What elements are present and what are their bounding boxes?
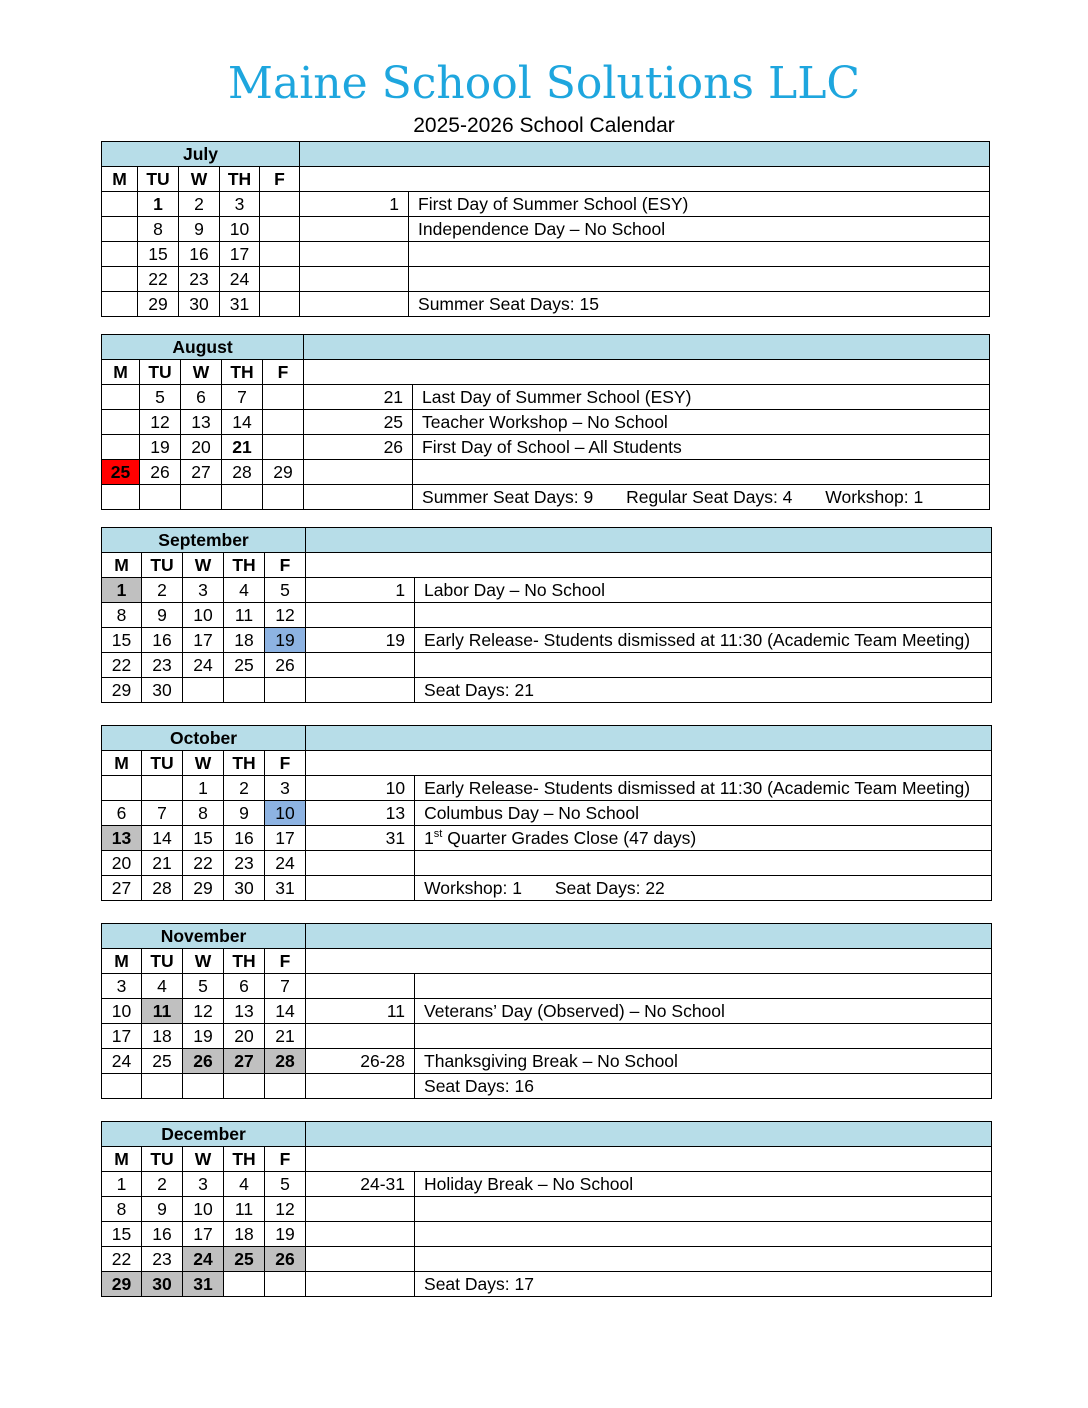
week-row [102, 603, 992, 628]
weekday-header: F [263, 360, 304, 385]
day-cell: 4 [224, 578, 265, 603]
day-cell: 31 [220, 292, 260, 317]
day-cell: 24 [265, 851, 306, 876]
event-note: Early Release- Students dismissed at 11:30 (Academic Team Meeting) [415, 628, 992, 653]
day-cell: 10 [265, 801, 306, 826]
week-row [102, 826, 992, 851]
event-date: 1 [306, 578, 415, 603]
day-cell: 19 [140, 435, 181, 460]
day-cell [263, 385, 304, 410]
day-cell: 2 [142, 578, 183, 603]
event-note: Last Day of Summer School (ESY) [413, 385, 990, 410]
day-cell [102, 1074, 142, 1099]
week-row [102, 292, 990, 317]
day-cell [102, 385, 140, 410]
month-name: September [102, 528, 306, 553]
day-cell: 29 [138, 292, 179, 317]
month-table-july [101, 141, 990, 317]
day-cell [260, 217, 300, 242]
event-note: Columbus Day – No School [415, 801, 992, 826]
event-date [306, 1197, 415, 1222]
event-note [415, 1024, 992, 1049]
month-name: July [102, 142, 300, 167]
day-cell: 5 [265, 578, 306, 603]
day-cell: 22 [183, 851, 224, 876]
day-cell: 15 [183, 826, 224, 851]
event-date [300, 242, 409, 267]
day-cell: 9 [179, 217, 220, 242]
week-row [102, 485, 990, 510]
day-cell: 3 [265, 776, 306, 801]
day-cell: 2 [179, 192, 220, 217]
event-note: Veterans’ Day (Observed) – No School [415, 999, 992, 1024]
day-cell: 8 [102, 1197, 142, 1222]
day-cell: 9 [224, 801, 265, 826]
day-cell: 26 [265, 653, 306, 678]
day-cell: 25 [224, 653, 265, 678]
event-note: Seat Days: 17 [415, 1272, 992, 1297]
weekday-header: TU [142, 751, 183, 776]
week-row [102, 1024, 992, 1049]
day-cell: 11 [224, 1197, 265, 1222]
week-row [102, 801, 992, 826]
day-cell [263, 485, 304, 510]
event-note [413, 485, 990, 510]
day-cell [263, 435, 304, 460]
week-row [102, 851, 992, 876]
day-cell: 14 [222, 410, 263, 435]
day-cell [183, 1074, 224, 1099]
day-cell: 3 [102, 974, 142, 999]
day-cell: 10 [220, 217, 260, 242]
day-cell: 2 [224, 776, 265, 801]
weekday-header: W [183, 751, 224, 776]
day-cell: 25 [142, 1049, 183, 1074]
day-cell [224, 1272, 265, 1297]
weekday-header: M [102, 1147, 142, 1172]
event-note: Early Release- Students dismissed at 11:30 (Academic Team Meeting) [415, 776, 992, 801]
weekday-header: M [102, 167, 138, 192]
week-row [102, 653, 992, 678]
day-cell: 17 [220, 242, 260, 267]
event-note: Seat Days: 21 [415, 678, 992, 703]
month-table-september [101, 527, 992, 703]
day-cell: 27 [181, 460, 222, 485]
week-row [102, 1222, 992, 1247]
weekday-header: M [102, 949, 142, 974]
day-cell [183, 678, 224, 703]
week-row [102, 1049, 992, 1074]
event-date [306, 603, 415, 628]
event-date [306, 974, 415, 999]
day-cell [265, 678, 306, 703]
day-cell [102, 192, 138, 217]
weekday-header: TU [138, 167, 179, 192]
day-cell: 18 [224, 1222, 265, 1247]
day-cell: 30 [142, 678, 183, 703]
week-row [102, 678, 992, 703]
day-cell: 19 [265, 628, 306, 653]
day-cell [102, 267, 138, 292]
event-note [415, 1247, 992, 1272]
day-cell: 3 [220, 192, 260, 217]
event-note [409, 242, 990, 267]
day-cell: 27 [102, 876, 142, 901]
month-name: December [102, 1122, 306, 1147]
day-cell: 8 [183, 801, 224, 826]
summary-seat-days: Seat Days: 22 [554, 878, 665, 898]
event-note: Summer Seat Days: 15 [409, 292, 990, 317]
day-cell: 7 [265, 974, 306, 999]
event-date [306, 678, 415, 703]
event-date [306, 876, 415, 901]
day-cell: 11 [142, 999, 183, 1024]
event-date: 19 [306, 628, 415, 653]
day-cell: 30 [142, 1272, 183, 1297]
day-cell: 24 [102, 1049, 142, 1074]
day-cell: 11 [224, 603, 265, 628]
month-name: November [102, 924, 306, 949]
week-row [102, 1247, 992, 1272]
day-cell: 21 [265, 1024, 306, 1049]
day-cell: 17 [183, 628, 224, 653]
day-cell: 10 [183, 603, 224, 628]
week-row [102, 974, 992, 999]
weekday-header: TU [142, 553, 183, 578]
weekday-header: TU [142, 1147, 183, 1172]
week-row [102, 578, 992, 603]
day-cell [265, 1074, 306, 1099]
summary-workshop: Workshop: 1 [424, 878, 522, 898]
day-cell: 12 [140, 410, 181, 435]
day-cell: 23 [224, 851, 265, 876]
week-row [102, 267, 990, 292]
event-date: 11 [306, 999, 415, 1024]
day-cell: 13 [181, 410, 222, 435]
day-cell: 14 [142, 826, 183, 851]
event-note: 1st Quarter Grades Close (47 days) [415, 826, 992, 851]
event-note [415, 851, 992, 876]
event-note [415, 1197, 992, 1222]
day-cell: 4 [142, 974, 183, 999]
day-cell: 28 [222, 460, 263, 485]
event-note [413, 460, 990, 485]
day-cell: 9 [142, 603, 183, 628]
weekday-header: F [260, 167, 300, 192]
weekday-header: F [265, 1147, 306, 1172]
event-date [306, 1247, 415, 1272]
day-cell: 15 [138, 242, 179, 267]
event-note: Thanksgiving Break – No School [415, 1049, 992, 1074]
event-note: Independence Day – No School [409, 217, 990, 242]
day-cell: 12 [265, 603, 306, 628]
day-cell: 24 [183, 653, 224, 678]
event-note: First Day of Summer School (ESY) [409, 192, 990, 217]
week-row [102, 192, 990, 217]
event-date: 31 [306, 826, 415, 851]
event-date: 1 [300, 192, 409, 217]
month-table-december [101, 1121, 992, 1297]
event-note [415, 653, 992, 678]
month-table-october [101, 725, 992, 901]
day-cell: 18 [142, 1024, 183, 1049]
event-date: 26-28 [306, 1049, 415, 1074]
day-cell: 5 [140, 385, 181, 410]
week-row [102, 460, 990, 485]
day-cell: 22 [102, 1247, 142, 1272]
week-row [102, 217, 990, 242]
event-note: Holiday Break – No School [415, 1172, 992, 1197]
day-cell: 31 [183, 1272, 224, 1297]
day-cell: 3 [183, 1172, 224, 1197]
day-cell: 5 [183, 974, 224, 999]
weekday-header: TH [220, 167, 260, 192]
day-cell [263, 410, 304, 435]
day-cell: 7 [142, 801, 183, 826]
weekday-header: TH [224, 1147, 265, 1172]
day-cell [102, 776, 142, 801]
day-cell [222, 485, 263, 510]
week-row [102, 1197, 992, 1222]
day-cell: 16 [179, 242, 220, 267]
weekday-header: W [183, 949, 224, 974]
day-cell: 10 [102, 999, 142, 1024]
month-name: August [102, 335, 304, 360]
day-cell: 21 [222, 435, 263, 460]
day-cell: 21 [142, 851, 183, 876]
week-row [102, 1272, 992, 1297]
event-note: Labor Day – No School [415, 578, 992, 603]
day-cell: 23 [179, 267, 220, 292]
day-cell: 4 [224, 1172, 265, 1197]
day-cell: 15 [102, 1222, 142, 1247]
event-date [300, 267, 409, 292]
weekday-header: W [183, 553, 224, 578]
day-cell: 24 [220, 267, 260, 292]
day-cell: 2 [142, 1172, 183, 1197]
event-date: 13 [306, 801, 415, 826]
weekday-header: F [265, 949, 306, 974]
week-row [102, 410, 990, 435]
day-cell [224, 678, 265, 703]
day-cell: 20 [102, 851, 142, 876]
day-cell: 22 [138, 267, 179, 292]
day-cell: 17 [265, 826, 306, 851]
day-cell: 23 [142, 1247, 183, 1272]
week-row [102, 1172, 992, 1197]
day-cell [260, 242, 300, 267]
day-cell: 29 [263, 460, 304, 485]
weekday-header: M [102, 360, 140, 385]
event-date [306, 851, 415, 876]
event-date: 24-31 [306, 1172, 415, 1197]
month-table-november [101, 923, 992, 1099]
event-date [304, 485, 413, 510]
day-cell [102, 410, 140, 435]
day-cell: 24 [183, 1247, 224, 1272]
event-date: 21 [304, 385, 413, 410]
day-cell [265, 1272, 306, 1297]
day-cell [102, 242, 138, 267]
day-cell: 29 [183, 876, 224, 901]
day-cell: 8 [138, 217, 179, 242]
weekday-header: TH [222, 360, 263, 385]
day-cell: 5 [265, 1172, 306, 1197]
day-cell: 31 [265, 876, 306, 901]
weekday-header: F [265, 553, 306, 578]
event-date: 10 [306, 776, 415, 801]
week-row [102, 435, 990, 460]
event-date [300, 292, 409, 317]
day-cell: 28 [142, 876, 183, 901]
event-date: 26 [304, 435, 413, 460]
day-cell: 16 [224, 826, 265, 851]
day-cell: 30 [179, 292, 220, 317]
day-cell: 6 [181, 385, 222, 410]
day-cell: 6 [102, 801, 142, 826]
weekday-header: W [179, 167, 220, 192]
event-date [306, 1272, 415, 1297]
weekday-header: W [181, 360, 222, 385]
week-row [102, 385, 990, 410]
event-note [415, 974, 992, 999]
weekday-header: TU [142, 949, 183, 974]
page-title: Maine School Solutions LLC [227, 58, 861, 109]
summary-regular-seat-days: Regular Seat Days: 4 [626, 487, 793, 507]
day-cell: 10 [183, 1197, 224, 1222]
event-note [409, 267, 990, 292]
day-cell: 16 [142, 628, 183, 653]
day-cell: 22 [102, 653, 142, 678]
weekday-header: F [265, 751, 306, 776]
weekday-header: TH [224, 949, 265, 974]
day-cell: 15 [102, 628, 142, 653]
event-date [300, 217, 409, 242]
day-cell [102, 485, 140, 510]
day-cell [142, 1074, 183, 1099]
day-cell: 29 [102, 1272, 142, 1297]
day-cell [224, 1074, 265, 1099]
day-cell: 25 [224, 1247, 265, 1272]
week-row [102, 999, 992, 1024]
day-cell: 1 [138, 192, 179, 217]
day-cell: 28 [265, 1049, 306, 1074]
day-cell: 16 [142, 1222, 183, 1247]
month-table-august [101, 334, 990, 510]
summary-workshop: Workshop: 1 [825, 487, 924, 507]
day-cell: 26 [140, 460, 181, 485]
day-cell [142, 776, 183, 801]
day-cell: 12 [265, 1197, 306, 1222]
day-cell: 18 [224, 628, 265, 653]
day-cell: 3 [183, 578, 224, 603]
day-cell: 26 [265, 1247, 306, 1272]
day-cell [102, 217, 138, 242]
day-cell: 19 [183, 1024, 224, 1049]
day-cell [260, 267, 300, 292]
day-cell: 12 [183, 999, 224, 1024]
day-cell: 19 [265, 1222, 306, 1247]
day-cell: 1 [102, 1172, 142, 1197]
day-cell: 20 [224, 1024, 265, 1049]
day-cell: 20 [181, 435, 222, 460]
day-cell: 30 [224, 876, 265, 901]
weekday-header: W [183, 1147, 224, 1172]
month-name: October [102, 726, 306, 751]
event-date [304, 460, 413, 485]
event-date [306, 1222, 415, 1247]
event-note [415, 603, 992, 628]
day-cell: 1 [183, 776, 224, 801]
day-cell: 29 [102, 678, 142, 703]
event-date: 25 [304, 410, 413, 435]
day-cell: 26 [183, 1049, 224, 1074]
day-cell: 7 [222, 385, 263, 410]
week-row [102, 242, 990, 267]
event-note: First Day of School – All Students [413, 435, 990, 460]
summary-summer-seat-days: Summer Seat Days: 9 [422, 487, 594, 507]
week-row [102, 776, 992, 801]
event-date [306, 653, 415, 678]
event-note [415, 876, 992, 901]
day-cell: 9 [142, 1197, 183, 1222]
day-cell [260, 192, 300, 217]
week-row [102, 628, 992, 653]
week-row [102, 876, 992, 901]
day-cell: 27 [224, 1049, 265, 1074]
day-cell [102, 435, 140, 460]
page-subtitle: 2025-2026 School Calendar [413, 114, 675, 137]
weekday-header: M [102, 553, 142, 578]
day-cell [260, 292, 300, 317]
day-cell: 13 [224, 999, 265, 1024]
weekday-header: TH [224, 751, 265, 776]
day-cell: 6 [224, 974, 265, 999]
event-date [306, 1024, 415, 1049]
day-cell: 13 [102, 826, 142, 851]
weekday-header: M [102, 751, 142, 776]
day-cell [140, 485, 181, 510]
event-date [306, 1074, 415, 1099]
day-cell: 8 [102, 603, 142, 628]
day-cell: 1 [102, 578, 142, 603]
day-cell: 23 [142, 653, 183, 678]
day-cell [181, 485, 222, 510]
event-note: Seat Days: 16 [415, 1074, 992, 1099]
day-cell: 17 [102, 1024, 142, 1049]
day-cell: 17 [183, 1222, 224, 1247]
week-row [102, 1074, 992, 1099]
weekday-header: TU [140, 360, 181, 385]
day-cell: 14 [265, 999, 306, 1024]
day-cell [102, 292, 138, 317]
event-note [415, 1222, 992, 1247]
event-note: Teacher Workshop – No School [413, 410, 990, 435]
day-cell: 25 [102, 460, 140, 485]
weekday-header: TH [224, 553, 265, 578]
